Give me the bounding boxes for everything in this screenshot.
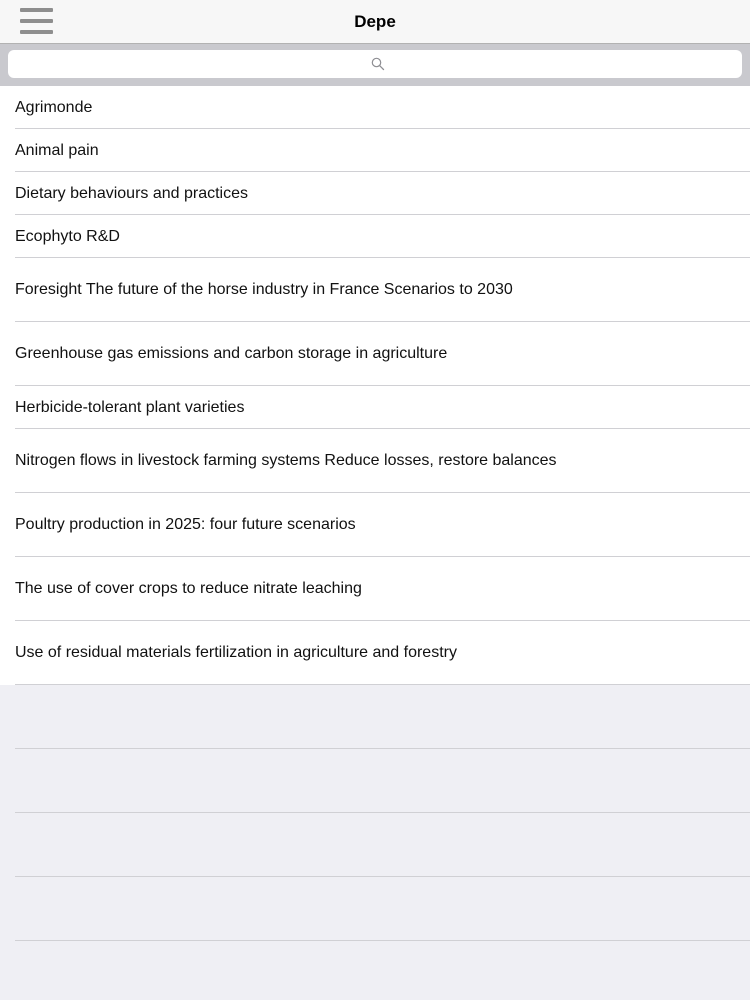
- list-item-label: Agrimonde: [15, 98, 93, 116]
- list-item-label: Herbicide-tolerant plant varieties: [15, 398, 245, 416]
- search-bar: [0, 44, 750, 86]
- list-item-label: Dietary behaviours and practices: [15, 184, 249, 202]
- page-title: Depe: [354, 12, 396, 31]
- list-item[interactable]: [0, 172, 750, 215]
- topic-list: [0, 86, 750, 1000]
- empty-row: [0, 813, 750, 877]
- empty-row: [0, 749, 750, 813]
- list-item[interactable]: [0, 493, 750, 557]
- list-item[interactable]: [0, 386, 750, 429]
- search-input[interactable]: [8, 50, 742, 78]
- list-item[interactable]: [0, 86, 750, 129]
- list-item-label: Ecophyto R&D: [15, 227, 120, 245]
- list-item-label: The use of cover crops to reduce nitrate leaching: [15, 580, 362, 597]
- list-item[interactable]: [0, 215, 750, 258]
- empty-row: [0, 685, 750, 749]
- list-item[interactable]: [0, 129, 750, 172]
- list-item-label: Greenhouse gas emissions and carbon storage in agriculture: [15, 345, 448, 362]
- list-item[interactable]: [0, 258, 750, 322]
- list-item-label: Foresight The future of the horse industry in France Scenarios to 2030: [15, 281, 513, 298]
- magnifier-icon: [371, 57, 385, 71]
- list-item-label: Poultry production in 2025: four future scenarios: [15, 516, 356, 533]
- list-item-label: Nitrogen flows in livestock farming systems Reduce losses, restore balances: [15, 452, 557, 469]
- list-item-label: Animal pain: [15, 141, 99, 159]
- empty-row: [0, 877, 750, 941]
- list-item-label: Use of residual materials fertilization in agriculture and forestry: [15, 644, 457, 661]
- empty-row: [0, 941, 750, 1000]
- list-item[interactable]: [0, 322, 750, 386]
- navigation-bar: [0, 0, 750, 44]
- list-item[interactable]: [0, 429, 750, 493]
- list-item[interactable]: [0, 621, 750, 685]
- list-item[interactable]: [0, 557, 750, 621]
